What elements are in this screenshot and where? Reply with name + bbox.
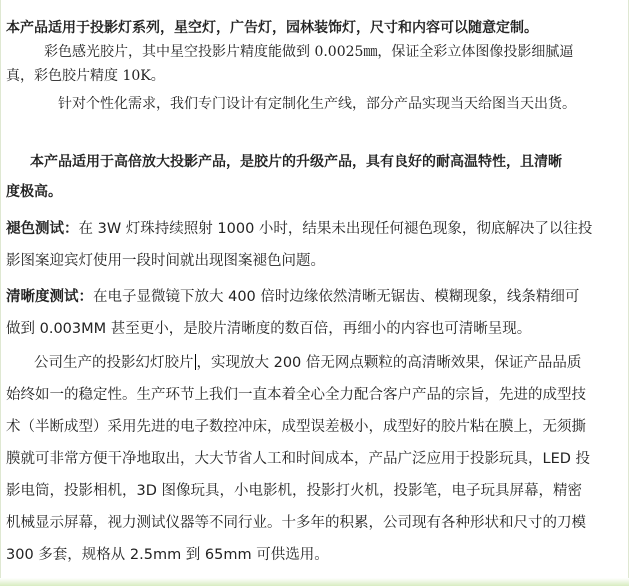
company-para-line1-b: ，实现放大 200 倍无网点颗粒的高清晰效果，保证产品品质 <box>196 355 582 371</box>
company-para-line2: 始终如一的稳定性。生产环节上我们一直本着全心全力配合客户产品的宗旨，先进的成型技 <box>6 387 586 403</box>
text-cursor <box>195 354 196 370</box>
company-para-line6: 机械显示屏幕，视力测试仪器等不同行业。十多年的积累，公司现有各种形状和尺寸的刀模 <box>6 515 586 531</box>
fade-test-line1 <box>6 214 592 244</box>
section1-para1-line2: 真，彩色胶片精度 10K。 <box>6 68 165 84</box>
company-para-line1 <box>34 348 581 378</box>
company-para-line3: 术（半断成型）采用先进的电子数控冲床，成型误差极小，成型好的胶片粘在膜上，无须撕 <box>6 419 586 435</box>
company-para-line7: 300 多套，规格从 2.5mm 到 65mm 可供选用。 <box>6 547 329 563</box>
fade-test-text-1: 在 3W 灯珠持续照射 1000 小时，结果未出现任何褪色现象，彻底解决了以往投 <box>78 221 593 237</box>
fade-test-line2: 影图案迎宾灯使用一段时间就出现图案褪色问题。 <box>6 253 325 269</box>
section2-heading-line2: 度极高。 <box>6 184 62 200</box>
section1-heading: 本产品适用于投影灯系列，星空灯，广告灯，园林装饰灯，尺寸和内容可以随意定制。 <box>6 20 538 36</box>
company-para-line4: 膜就可非常方便干净地取出，大大节省人工和时间成本，产品广泛应用于投影玩具，LED 投 <box>6 451 591 467</box>
company-para-line5: 影电筒，投影相机，3D 图像玩具，小电影机，投影打火机，投影笔，电子玩具屏幕，精密 <box>6 483 582 499</box>
bottom-border-strip <box>0 578 629 586</box>
clarity-test-line2: 做到 0.003MM 甚至更小，是胶片清晰度的数百倍，再细小的内容也可清晰呈现。 <box>6 321 532 337</box>
section1-para2: 针对个性化需求，我们专门设计有定制化生产线，部分产品实现当天给图当天出货。 <box>58 96 576 112</box>
clarity-test-label: 清晰度测试： <box>6 289 93 305</box>
section2-heading-line1: 本产品适用于高倍放大投影产品，是胶片的升级产品，具有良好的耐高温特性，且清晰 <box>30 154 562 170</box>
clarity-test-text-1: 在电子显微镜下放大 400 倍时边缘依然清晰无锯齿、模糊现象，线条精细可 <box>93 289 580 305</box>
company-para-line1-a: 公司生产的投影幻灯胶片 <box>34 355 194 371</box>
clarity-test-line1 <box>6 282 579 312</box>
section1-para1-line1: 彩色感光胶片，其中星空投影片精度能做到 0.0025㎜，保证全彩立体图像投影细腻逼 <box>44 44 574 60</box>
fade-test-label: 褪色测试： <box>6 221 79 237</box>
